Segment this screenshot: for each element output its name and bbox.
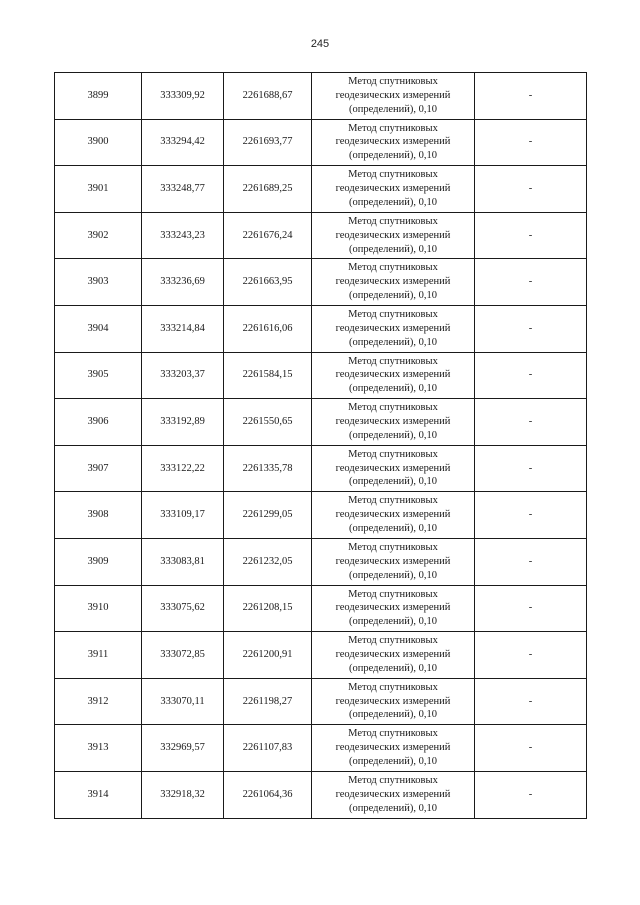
method-line: (определений), 0,10: [348, 150, 438, 162]
point-number-cell: 3904: [55, 305, 142, 352]
y-coordinate-cell: 2261584,15: [224, 352, 312, 399]
x-coordinate-cell: 333122,22: [142, 445, 224, 492]
method-line: геодезических измерений: [335, 602, 451, 614]
method-line: Метод спутниковых: [348, 448, 438, 460]
method-line: геодезических измерений: [335, 136, 451, 148]
table-body: [55, 73, 587, 819]
x-coordinate-cell: 333083,81: [142, 538, 224, 585]
y-coordinate-cell: 2261689,25: [224, 166, 312, 213]
method-line: (определений), 0,10: [348, 243, 438, 255]
method-line: Метод спутниковых: [348, 774, 438, 786]
method-cell: [312, 212, 475, 259]
point-number-cell: 3902: [55, 212, 142, 259]
method-cell: [312, 352, 475, 399]
method-line: (определений), 0,10: [348, 196, 438, 208]
method-line: Метод спутниковых: [348, 588, 438, 600]
method-line: Метод спутниковых: [348, 541, 438, 553]
method-line: геодезических измерений: [335, 648, 451, 660]
method-line: геодезических измерений: [335, 89, 451, 101]
x-coordinate-cell: 333243,23: [142, 212, 224, 259]
note-cell: -: [475, 73, 587, 120]
note-cell: -: [475, 212, 587, 259]
point-number-cell: 3906: [55, 399, 142, 446]
coordinates-table: [54, 72, 587, 819]
point-number-cell: 3908: [55, 492, 142, 539]
method-line: геодезических измерений: [335, 416, 451, 428]
note-cell: -: [475, 166, 587, 213]
y-coordinate-cell: 2261693,77: [224, 119, 312, 166]
table-row: [55, 538, 587, 585]
y-coordinate-cell: 2261550,65: [224, 399, 312, 446]
method-line: геодезических измерений: [335, 276, 451, 288]
note-cell: -: [475, 399, 587, 446]
x-coordinate-cell: 333236,69: [142, 259, 224, 306]
note-cell: -: [475, 492, 587, 539]
method-line: геодезических измерений: [335, 183, 451, 195]
method-line: Метод спутниковых: [348, 308, 438, 320]
method-line: Метод спутниковых: [348, 495, 438, 507]
table-row: [55, 73, 587, 120]
table-row: [55, 119, 587, 166]
method-cell: [312, 119, 475, 166]
method-cell: [312, 585, 475, 632]
method-line: Метод спутниковых: [348, 402, 438, 414]
method-line: (определений), 0,10: [348, 802, 438, 814]
method-cell: [312, 678, 475, 725]
table-row: [55, 399, 587, 446]
table-row: [55, 632, 587, 679]
method-line: геодезических измерений: [335, 229, 451, 241]
method-cell: [312, 538, 475, 585]
note-cell: -: [475, 771, 587, 818]
point-number-cell: 3912: [55, 678, 142, 725]
method-line: геодезических измерений: [335, 695, 451, 707]
point-number-cell: 3910: [55, 585, 142, 632]
y-coordinate-cell: 2261335,78: [224, 445, 312, 492]
method-cell: [312, 632, 475, 679]
note-cell: -: [475, 352, 587, 399]
method-line: (определений), 0,10: [348, 383, 438, 395]
x-coordinate-cell: 333248,77: [142, 166, 224, 213]
method-cell: [312, 305, 475, 352]
method-cell: [312, 73, 475, 120]
method-line: Метод спутниковых: [348, 122, 438, 134]
method-line: (определений), 0,10: [348, 662, 438, 674]
method-line: Метод спутниковых: [348, 76, 438, 87]
point-number-cell: 3901: [55, 166, 142, 213]
method-line: геодезических измерений: [335, 742, 451, 754]
method-cell: [312, 166, 475, 213]
note-cell: -: [475, 725, 587, 772]
y-coordinate-cell: 2261663,95: [224, 259, 312, 306]
method-line: геодезических измерений: [335, 788, 451, 800]
method-line: (определений), 0,10: [348, 523, 438, 535]
x-coordinate-cell: 333214,84: [142, 305, 224, 352]
note-cell: -: [475, 538, 587, 585]
method-line: (определений), 0,10: [348, 476, 438, 488]
y-coordinate-cell: 2261208,15: [224, 585, 312, 632]
y-coordinate-cell: 2261107,83: [224, 725, 312, 772]
point-number-cell: 3899: [55, 73, 142, 120]
table-row: [55, 305, 587, 352]
note-cell: -: [475, 678, 587, 725]
method-line: геодезических измерений: [335, 509, 451, 521]
x-coordinate-cell: 333203,37: [142, 352, 224, 399]
method-line: Метод спутниковых: [348, 169, 438, 181]
point-number-cell: 3903: [55, 259, 142, 306]
method-line: Метод спутниковых: [348, 262, 438, 274]
x-coordinate-cell: 333294,42: [142, 119, 224, 166]
x-coordinate-cell: 333075,62: [142, 585, 224, 632]
point-number-cell: 3911: [55, 632, 142, 679]
table-row: [55, 212, 587, 259]
y-coordinate-cell: 2261064,36: [224, 771, 312, 818]
method-line: Метод спутниковых: [348, 635, 438, 647]
point-number-cell: 3914: [55, 771, 142, 818]
note-cell: -: [475, 585, 587, 632]
method-line: геодезических измерений: [335, 322, 451, 334]
point-number-cell: 3900: [55, 119, 142, 166]
method-line: Метод спутниковых: [348, 681, 438, 693]
method-line: (определений), 0,10: [348, 616, 438, 628]
point-number-cell: 3905: [55, 352, 142, 399]
y-coordinate-cell: 2261299,05: [224, 492, 312, 539]
method-line: (определений), 0,10: [348, 756, 438, 768]
method-cell: [312, 399, 475, 446]
y-coordinate-cell: 2261616,06: [224, 305, 312, 352]
x-coordinate-cell: 333109,17: [142, 492, 224, 539]
table-row: [55, 352, 587, 399]
note-cell: -: [475, 119, 587, 166]
method-line: (определений), 0,10: [348, 569, 438, 581]
method-line: Метод спутниковых: [348, 728, 438, 740]
method-line: (определений), 0,10: [348, 103, 438, 115]
table-row: [55, 725, 587, 772]
table-row: [55, 492, 587, 539]
y-coordinate-cell: 2261198,27: [224, 678, 312, 725]
note-cell: -: [475, 445, 587, 492]
note-cell: -: [475, 305, 587, 352]
method-cell: [312, 771, 475, 818]
x-coordinate-cell: 333070,11: [142, 678, 224, 725]
x-coordinate-cell: 332969,57: [142, 725, 224, 772]
y-coordinate-cell: 2261200,91: [224, 632, 312, 679]
x-coordinate-cell: 333192,89: [142, 399, 224, 446]
table-row: [55, 445, 587, 492]
table-row: [55, 585, 587, 632]
method-cell: [312, 725, 475, 772]
method-cell: [312, 492, 475, 539]
method-line: Метод спутниковых: [348, 215, 438, 227]
method-line: (определений), 0,10: [348, 429, 438, 441]
method-line: (определений), 0,10: [348, 290, 438, 302]
x-coordinate-cell: 332918,32: [142, 771, 224, 818]
method-line: геодезических измерений: [335, 462, 451, 474]
y-coordinate-cell: 2261676,24: [224, 212, 312, 259]
method-line: (определений), 0,10: [348, 336, 438, 348]
point-number-cell: 3909: [55, 538, 142, 585]
y-coordinate-cell: 2261688,67: [224, 73, 312, 120]
table-row: [55, 166, 587, 213]
method-line: геодезических измерений: [335, 555, 451, 567]
table-row: [55, 678, 587, 725]
x-coordinate-cell: 333309,92: [142, 73, 224, 120]
y-coordinate-cell: 2261232,05: [224, 538, 312, 585]
note-cell: -: [475, 632, 587, 679]
table-row: [55, 259, 587, 306]
method-line: геодезических измерений: [335, 369, 451, 381]
method-cell: [312, 259, 475, 306]
page-number: 245: [310, 38, 330, 50]
method-line: (определений), 0,10: [348, 709, 438, 721]
method-cell: [312, 445, 475, 492]
method-line: Метод спутниковых: [348, 355, 438, 367]
table-row: [55, 771, 587, 818]
point-number-cell: 3907: [55, 445, 142, 492]
x-coordinate-cell: 333072,85: [142, 632, 224, 679]
point-number-cell: 3913: [55, 725, 142, 772]
note-cell: -: [475, 259, 587, 306]
